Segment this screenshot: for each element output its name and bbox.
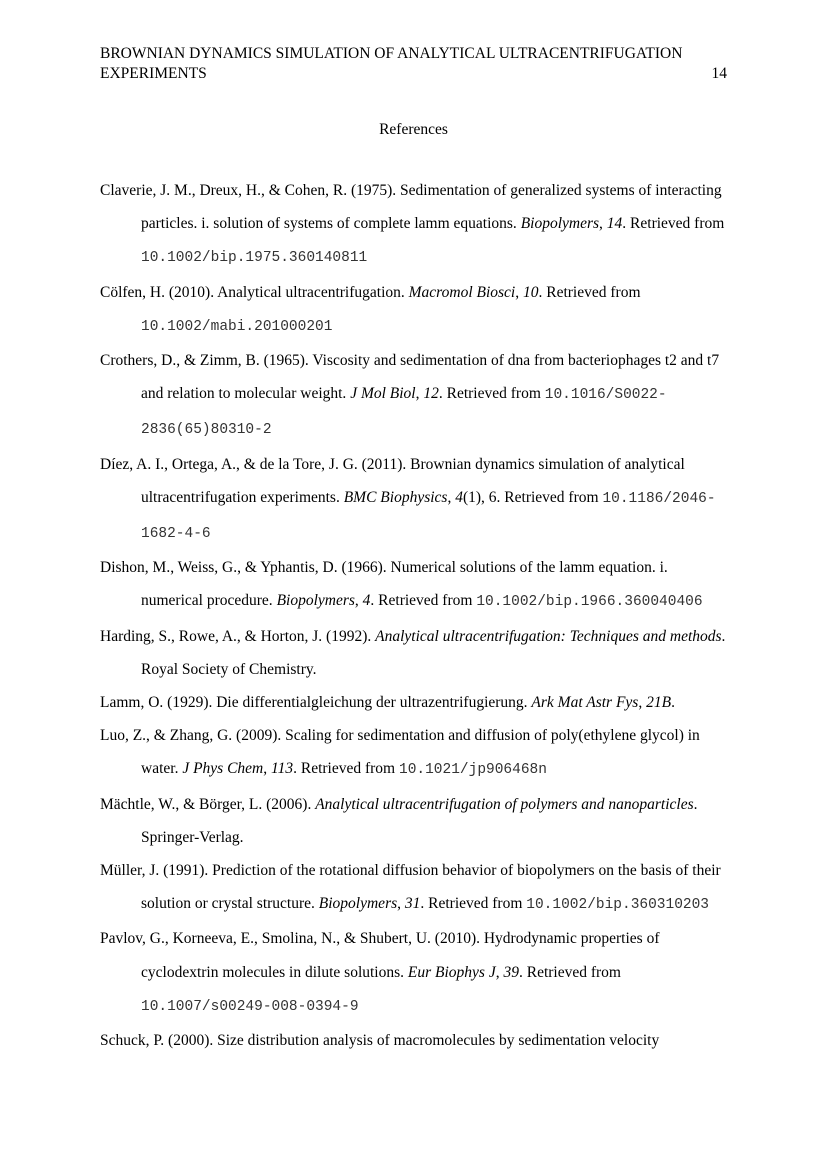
running-header [100, 44, 727, 84]
reference-italic: Biopolymers [318, 895, 398, 913]
reference-post: . Retrieved from [293, 760, 399, 778]
reference-italic2: 4 [362, 592, 371, 610]
reference-pre: Müller, J. (1991). Prediction of the rotational diffusion behavior of biopolymers on the basis of their solution or crystal structure. [100, 862, 721, 913]
reference-pre: Luo, Z., & Zhang, G. (2009). Scaling for sedimentation and diffusion of poly(ethylene glycol) in water. [100, 727, 700, 778]
reference-doi-link[interactable]: 10.1007/s00249-008-0394-9 [141, 998, 359, 1015]
reference-entry [100, 448, 728, 552]
reference-post: . Retrieved from [438, 385, 545, 403]
reference-italic: Analytical ultracentrifugation of polymers and nanoparticles [315, 795, 694, 813]
reference-italic: Biopolymers [276, 592, 355, 610]
reference-entry [100, 686, 728, 719]
reference-post: . Springer-Verlag. [141, 795, 698, 846]
reference-mid: , [447, 488, 456, 506]
reference-mid: , [263, 760, 271, 778]
reference-post: . Retrieved from [518, 963, 621, 981]
reference-entry [100, 344, 728, 448]
reference-doi-link[interactable]: 10.1002/bip.360310203 [526, 897, 710, 914]
reference-mid: , [354, 592, 363, 610]
reference-mid: , [495, 963, 504, 981]
reference-italic2: 31 [404, 895, 421, 913]
reference-pre: Harding, S., Rowe, A., & Horton, J. (1992). [100, 627, 376, 645]
reference-entry [100, 276, 728, 344]
reference-italic: Ark Mat Astr Fys [531, 694, 639, 712]
reference-doi-link[interactable]: 10.1021/jp906468n [399, 762, 547, 779]
reference-italic: J Mol Biol [350, 385, 416, 403]
reference-italic: Macromol Biosci [408, 283, 516, 301]
reference-entry [100, 174, 728, 276]
header-title-line1: BROWNIAN DYNAMICS SIMULATION OF ANALYTICAL ULTRACENTRIFUGATION [100, 45, 683, 62]
reference-post: . Retrieved from [622, 215, 725, 233]
references-heading: References [379, 121, 448, 138]
reference-italic: Biopolymers [520, 215, 600, 233]
reference-italic: Eur Biophys J [407, 963, 496, 981]
reference-italic2: 12 [423, 385, 439, 403]
reference-doi-link[interactable]: 10.1186/2046-1682-4-6 [141, 490, 716, 543]
reference-italic2: 4 [455, 488, 463, 506]
reference-pre: Crothers, D., & Zimm, B. (1965). Viscosity and sedimentation of dna from bacteriophages t2 and t7 and relation to molecular weight. [100, 352, 720, 403]
reference-mid: , [515, 283, 523, 301]
reference-post: (1), 6. Retrieved from [462, 488, 603, 506]
reference-pre: Schuck, P. (2000). Size distribution analysis of macromolecules by sedimentation velocity [100, 1032, 660, 1050]
reference-italic: J Phys Chem [182, 760, 264, 778]
reference-italic: Analytical ultracentrifugation: Techniques and methods [375, 627, 722, 645]
reference-pre: Mächtle, W., & Börger, L. (2006). [100, 795, 316, 813]
reference-italic: BMC Biophysics [343, 488, 448, 506]
reference-doi-link[interactable]: 10.1016/S0022-2836(65)80310-2 [141, 387, 667, 439]
reference-mid: , [599, 215, 607, 233]
reference-italic2: 39 [503, 963, 519, 981]
reference-italic2: 113 [271, 760, 294, 778]
reference-mid: , [638, 694, 647, 712]
reference-pre: Dishon, M., Weiss, G., & Yphantis, D. (1966). Numerical solutions of the lamm equation. i. numerical procedure. [100, 559, 668, 610]
reference-entry [100, 719, 728, 787]
reference-entry [100, 854, 728, 922]
reference-mid: , [397, 895, 405, 913]
reference-entry [100, 1024, 728, 1057]
reference-italic2: 21B [646, 694, 672, 712]
reference-list [100, 174, 728, 1057]
reference-post: . Retrieved from [420, 895, 527, 913]
header-title-line2: EXPERIMENTS [100, 65, 207, 82]
reference-entry [100, 620, 728, 686]
reference-italic2: 10 [523, 283, 539, 301]
reference-pre: Claverie, J. M., Dreux, H., & Cohen, R. (1975). Sedimentation of generalized systems of interacting particles. i. solution of systems of complete lamm equations. [100, 182, 722, 233]
reference-entry [100, 922, 728, 1024]
reference-post: . Royal Society of Chemistry. [141, 627, 726, 678]
reference-pre: Lamm, O. (1929). Die differentialgleichung der ultrazentrifugierung. [100, 694, 532, 712]
reference-italic2: 14 [606, 215, 623, 233]
reference-entry [100, 551, 728, 619]
reference-pre: Díez, A. I., Ortega, A., & de la Tore, J. G. (2011). Brownian dynamics simulation of analytical ultracentrifugation experiments. [100, 455, 685, 506]
reference-pre: Cölfen, H. (2010). Analytical ultracentrifugation. [100, 283, 409, 301]
reference-doi-link[interactable]: 10.1002/bip.1975.360140811 [141, 250, 368, 267]
reference-post: . Retrieved from [538, 283, 641, 301]
reference-doi-link[interactable]: 10.1002/bip.1966.360040406 [476, 594, 703, 611]
reference-mid: , [415, 385, 424, 403]
reference-pre: Pavlov, G., Korneeva, E., Smolina, N., & Shubert, U. (2010). Hydrodynamic properties of cyclodextrin molecules in dilute solutions. [100, 930, 660, 981]
reference-post: . [671, 694, 675, 712]
reference-doi-link[interactable]: 10.1002/mabi.201000201 [141, 318, 333, 335]
page-number: 14 [711, 65, 727, 82]
reference-post: . Retrieved from [370, 592, 477, 610]
reference-entry [100, 788, 728, 854]
